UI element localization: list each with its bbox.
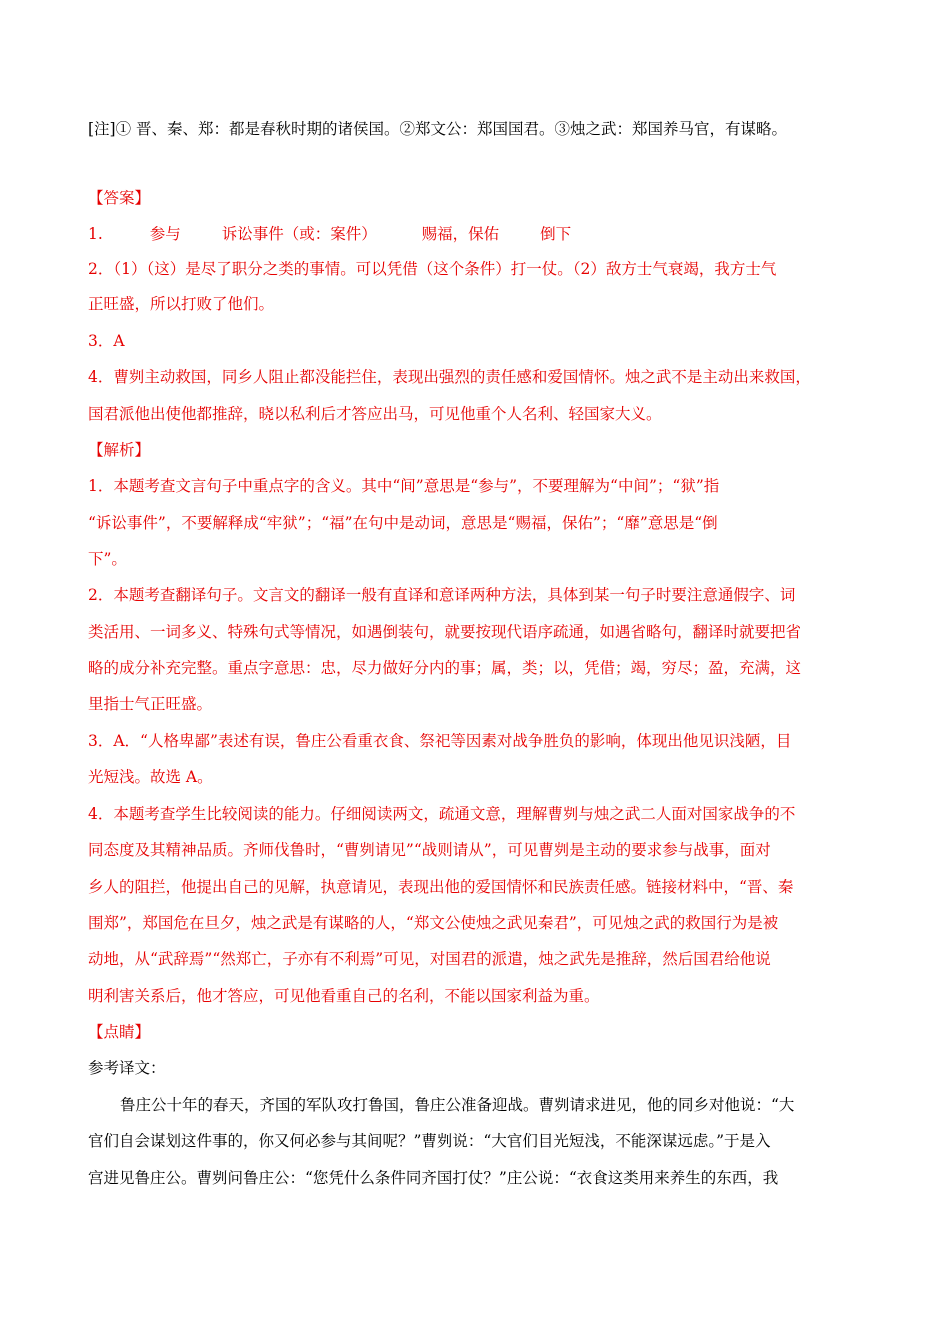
answer-1-item: 赐福，保佑 [421,225,500,243]
analysis-3-line: 光短浅。故选 A。 [88,768,213,786]
analysis-4-line: 动地，从“武辞焉”“然郑亡，子亦有不利焉”可见，对国君的派遣，烛之武先是推辞，然后国君给他说 [88,950,771,968]
answer-1-num: 1. [88,225,103,243]
analysis-2-line: 里指士气正旺盛。 [88,695,213,713]
comment-header: 【点睛】 [88,1023,151,1041]
answer-header: 【答案】 [88,189,151,207]
analysis-4-line: 乡人的阻拦，他提出自己的见解，执意请见，表现出他的爱国情怀和民族责任感。链接材料中，“晋、秦 [88,878,794,896]
analysis-4-line: 同态度及其精神品质。齐师伐鲁时，“曹刿请见”“战则请从”，可见曹刿是主动的要求参与战事，面对 [88,841,771,859]
analysis-2-line: 类活用、一词多义、特殊句式等情况，如遇倒装句，就要按现代语序疏通，如遇省略句，翻译时就要把省 [88,623,802,641]
translation-line: 宫进见鲁庄公。曹刿问鲁庄公：“您凭什么条件同齐国打仗？”庄公说：“衣食这类用来养生的东西，我 [88,1169,779,1187]
answer-1-item: 诉讼事件（或：案件） [221,225,377,243]
analysis-1-line: 下”。 [88,550,127,568]
analysis-2-line: 2．本题考查翻译句子。文言文的翻译一般有直译和意译两种方法，具体到某一句子时要注意通假字、词 [88,586,796,604]
note-line: [注]① 晋、秦、郑：都是春秋时期的诸侯国。②郑文公：郑国国君。③烛之武：郑国养马官，有谋略。 [88,120,788,138]
translation-line: 鲁庄公十年的春天，齐国的军队攻打鲁国，鲁庄公准备迎战。曹刿请求进见，他的同乡对他说：“大 [120,1096,795,1114]
translation-label: 参考译文： [88,1059,166,1077]
answer-1-item: 参与 [149,225,181,243]
answer-4-line: 4．曹刿主动救国，同乡人阻止都没能拦住，表现出强烈的责任感和爱国情怀。烛之武不是主动出来救国， [88,368,811,386]
translation-line: 官们自会谋划这件事的，你又何必参与其间呢？”曹刿说：“大官们目光短浅，不能深谋远虑。”于是入 [88,1132,771,1150]
analysis-3-line: 3．A．“人格卑鄙”表述有误，鲁庄公看重衣食、祭祀等因素对战争胜负的影响，体现出他见识浅陋，目 [88,732,792,750]
answer-4-line: 国君派他出使他都推辞，晓以私利后才答应出马，可见他重个人名利、轻国家大义。 [88,405,662,423]
analysis-header: 【解析】 [88,441,151,459]
analysis-4-line: 明利害关系后，他才答应，可见他看重自己的名利，不能以国家利益为重。 [88,987,600,1005]
analysis-4-line: 围郑”，郑国危在旦夕，烛之武是有谋略的人，“郑文公使烛之武见秦君”，可见烛之武的救国行为是被 [88,914,779,932]
answer-2-line: 2．（1）（这）是尽了职分之类的事情。可以凭借（这个条件）打一仗。（2）敌方士气衰竭，我方士气 [88,260,777,278]
analysis-1-line: 1．本题考查文言句子中重点字的含义。其中“间”意思是“参与”，不要理解为“中间”；“狱”指 [88,477,720,495]
analysis-4-line: 4．本题考查学生比较阅读的能力。仔细阅读两文，疏通文意，理解曹刿与烛之武二人面对国家战争的不 [88,805,796,823]
analysis-2-line: 略的成分补充完整。重点字意思：忠，尽力做好分内的事；属，类；以，凭借；竭，穷尽；盈，充满，这 [88,659,802,677]
answer-1-item: 倒下 [540,225,572,243]
answer-1 [88,224,868,244]
analysis-1-line: “诉讼事件”，不要解释成“牢狱”；“福”在句中是动词，意思是“赐福，保佑”；“靡”意思是“倒 [88,514,718,532]
answer-2-line: 正旺盛，所以打败了他们。 [88,295,275,313]
answer-3: 3．A [88,332,125,350]
